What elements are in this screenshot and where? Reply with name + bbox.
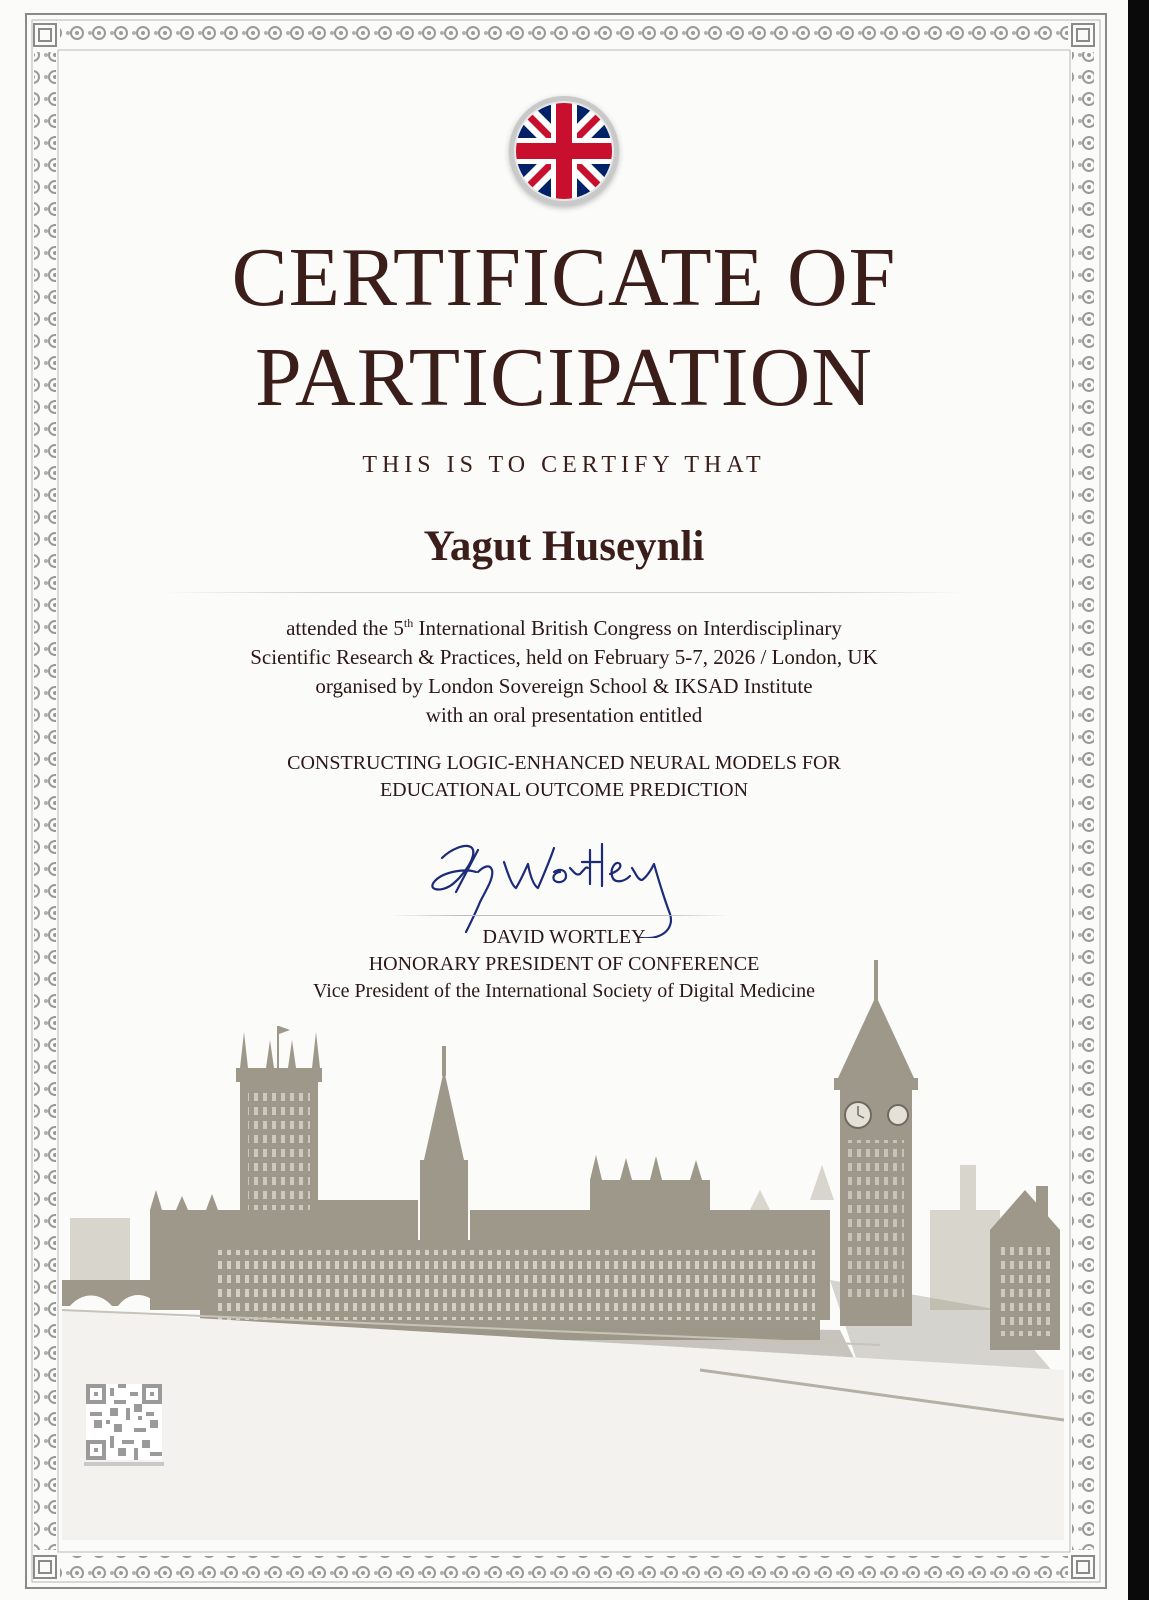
presentation-title bbox=[0, 750, 1128, 804]
ordinal-suffix: th bbox=[403, 616, 414, 630]
certificate-title-line1: CERTIFICATE OF bbox=[231, 231, 897, 324]
westminster-skyline-illustration bbox=[0, 950, 1128, 1550]
right-edge-bar bbox=[1128, 0, 1149, 1600]
certificate-title-line2: PARTICIPATION bbox=[255, 331, 873, 424]
certify-statement: THIS IS TO CERTIFY THAT bbox=[362, 452, 766, 478]
qr-caption-bar bbox=[84, 1462, 164, 1466]
presentation-title-line2: EDUCATIONAL OUTCOME PREDICTION bbox=[379, 779, 749, 801]
attendance-line1-end: International British Congress on Interdisciplinary bbox=[413, 616, 842, 640]
signatory-name: DAVID WORTLEY bbox=[482, 926, 646, 948]
signature-mark bbox=[420, 828, 700, 938]
qr-code-icon bbox=[86, 1384, 162, 1460]
attendance-line1-start: attended the 5 bbox=[286, 616, 404, 640]
attendance-line2: Scientific Research & Practices, held on February 5-7, 2026 / London, UK bbox=[250, 645, 878, 669]
signature-line bbox=[390, 915, 730, 916]
attendance-description bbox=[0, 609, 1128, 730]
attendance-line3: organised by London Sovereign School & IKSAD Institute bbox=[315, 674, 813, 698]
union-jack-flag-icon bbox=[509, 96, 619, 206]
name-divider bbox=[160, 592, 968, 593]
signatory-role: HONORARY PRESIDENT OF CONFERENCE bbox=[368, 953, 760, 975]
attendance-line4: with an oral presentation entitled bbox=[425, 703, 703, 727]
recipient-name: Yagut Huseynli bbox=[423, 523, 705, 570]
signatory-affiliation: Vice President of the International Society of Digital Medicine bbox=[313, 980, 815, 1002]
attendance-line1 bbox=[0, 609, 1128, 643]
presentation-title-line1: CONSTRUCTING LOGIC-ENHANCED NEURAL MODELS FOR bbox=[287, 752, 841, 774]
